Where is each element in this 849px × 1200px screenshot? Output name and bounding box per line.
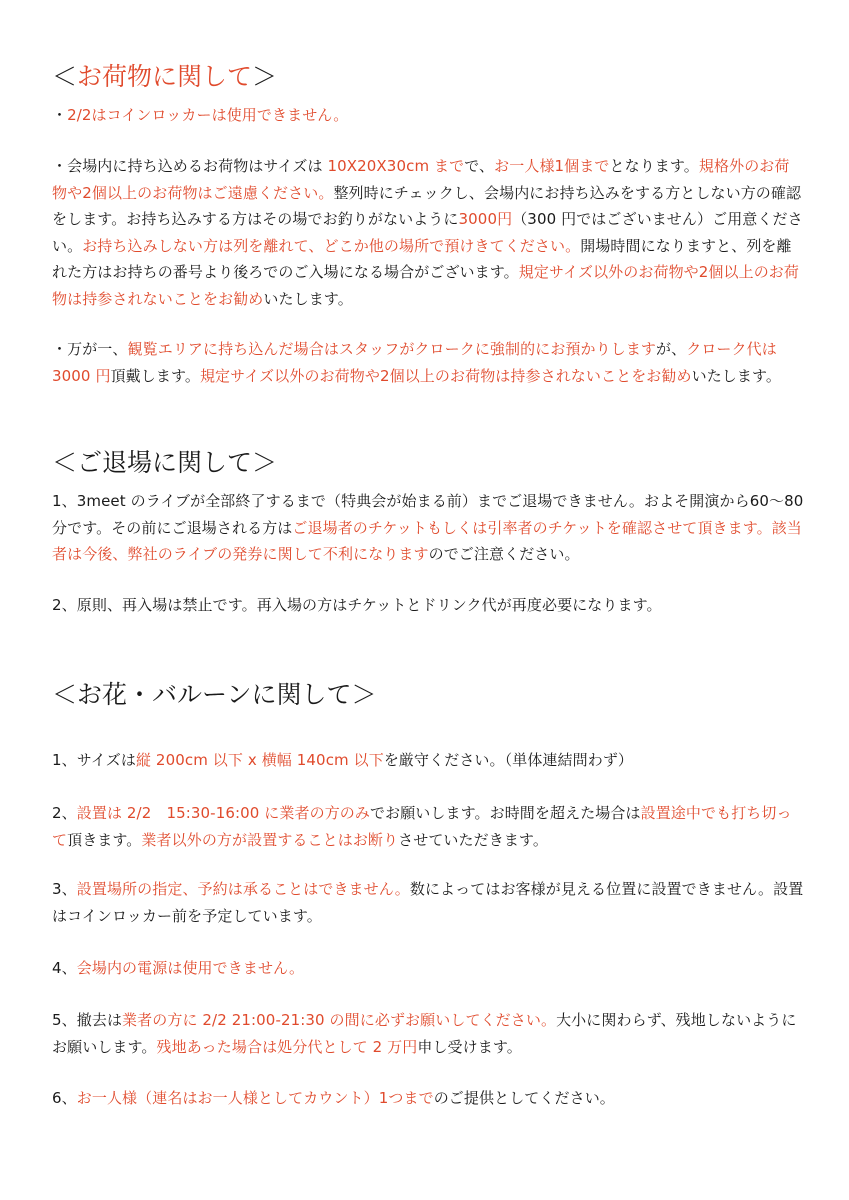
body-text: 2、 xyxy=(52,804,77,822)
body-text: となります。 xyxy=(609,157,699,175)
emphasis-text: クローク代は 3000 円 xyxy=(52,340,777,385)
emphasis-text: 会場内の電源は使用できません。 xyxy=(76,959,305,977)
body-text: が、 xyxy=(656,340,687,358)
body-text: 大小に関わらず、残地しないようにお願いします。 xyxy=(52,1011,797,1056)
emphasis-text: 業者の方に 2/2 21:00-21:30 の間に必ずお願いしてください。 xyxy=(122,1011,557,1029)
body-text: ＜ xyxy=(52,62,78,91)
body-text: 1、3meet のライブが全部終了するまで（特典会が始まる前）までご退場できません。およそ開演から60～80分です。その前にご退場される方は xyxy=(52,492,804,537)
emphasis-text: ご退場者のチケットもしくは引率者のチケットを確認させて頂きます。該当者は今後、弊社のライブの発券に関して不利になります xyxy=(52,518,802,563)
body-text: ・ xyxy=(52,106,68,124)
emphasis-text: 規格外のお荷物や2個以上のお荷物はご遠慮ください。 xyxy=(52,157,790,202)
body-text: 開場時間になりますと、列を離れた方はお持ちの番号より後ろでのご入場になる場合がございます。 xyxy=(52,236,792,281)
emphasis-text: 3000円 xyxy=(458,210,513,228)
body-text: ＜お花・バルーンに関して＞ xyxy=(52,680,377,709)
body-text: いたします。 xyxy=(691,366,782,385)
emphasis-text: 観覧エリアに持ち込んだ場合はスタッフがクロークに強制的にお預かりします xyxy=(127,340,657,358)
emphasis-text: 残地あった場合は処分代として 2 万円 xyxy=(156,1037,418,1056)
emphasis-text: 設置は 2/2 15:30-16:00 に業者の方のみ xyxy=(76,804,370,822)
emphasis-text: お一人様（連名はお一人様としてカウント）1つまで xyxy=(76,1089,434,1107)
flower-note-3 xyxy=(52,876,804,929)
body-text: ・会場内に持ち込めるお荷物はサイズは xyxy=(52,157,328,175)
body-text: ＜ご退場に関して＞ xyxy=(52,448,278,477)
emphasis-text: 規定サイズ以外のお荷物や2個以上のお荷物は持参されないことをお勧め xyxy=(52,263,800,308)
body-text: 整列時にチェックし、会場内にお持ち込みをする方としない方の確認をします。お持ち込みする方はその場でお釣りがないように xyxy=(52,183,802,228)
baggage-note-size xyxy=(52,153,804,312)
body-text: させていただきます。 xyxy=(398,830,548,849)
body-text: で、 xyxy=(464,157,495,175)
body-text: のでご注意ください。 xyxy=(428,545,580,563)
body-text: 申し受けます。 xyxy=(417,1037,522,1056)
body-text: 頂戴します。 xyxy=(110,366,200,385)
body-text: を厳守ください。（単体連結問わず） xyxy=(383,751,634,769)
flower-note-6 xyxy=(52,1085,804,1112)
flower-note-5 xyxy=(52,1007,804,1060)
flower-note-4 xyxy=(52,955,804,982)
body-text: のご提供としてください。 xyxy=(433,1089,615,1107)
body-text: 4、 xyxy=(52,959,77,977)
emphasis-text: 2/2はコインロッカーは使用できません。 xyxy=(67,106,349,124)
body-text: 3、 xyxy=(52,880,77,898)
body-text: 1、サイズは xyxy=(52,751,136,769)
emphasis-text: 縦 200cm 以下 x 横幅 140cm 以下 xyxy=(135,751,384,769)
body-text: ＞ xyxy=(252,62,278,91)
body-text: ・万が一、 xyxy=(52,340,128,358)
baggage-heading xyxy=(52,62,277,92)
flower-note-1 xyxy=(52,747,804,774)
body-text: 6、 xyxy=(52,1089,77,1107)
body-text: 頂きます。 xyxy=(67,830,142,849)
flower-heading xyxy=(52,680,377,710)
emphasis-text: 設置途中でも打ち切って xyxy=(52,804,792,849)
baggage-note-cloak xyxy=(52,336,804,389)
emphasis-text: 規定サイズ以外のお荷物や2個以上のお荷物は持参されないことをお勧め xyxy=(199,366,692,385)
body-text: いたします。 xyxy=(263,289,353,308)
emphasis-text: お持ち込みしない方は列を離れて、どこか他の場所で預けきてください。 xyxy=(82,236,581,255)
body-text: 2、原則、再入場は禁止です。再入場の方はチケットとドリンク代が再度必要になります。 xyxy=(52,596,662,614)
exit-note-1 xyxy=(52,488,804,568)
body-text: 5、撤去は xyxy=(52,1011,123,1029)
emphasis-text: 業者以外の方が設置することはお断り xyxy=(141,830,399,849)
emphasis-text: 設置場所の指定、予約は承ることはできません。 xyxy=(76,880,410,898)
body-text: （300 円ではございません）ご用意ください。 xyxy=(52,210,803,255)
emphasis-text: お荷物に関して xyxy=(77,62,253,91)
flower-note-2 xyxy=(52,800,804,853)
body-text: でお願いします。お時間を超えた場合は xyxy=(370,804,641,822)
exit-note-2 xyxy=(52,592,804,619)
body-text: 数によってはお客様が見える位置に設置できません。設置はコインロッカー前を予定しています。 xyxy=(52,880,804,925)
emphasis-text: お一人様1個まで xyxy=(494,157,610,175)
baggage-note-locker xyxy=(52,102,804,129)
exit-heading xyxy=(52,448,277,478)
emphasis-text: 10X20X30cm まで xyxy=(327,157,465,175)
